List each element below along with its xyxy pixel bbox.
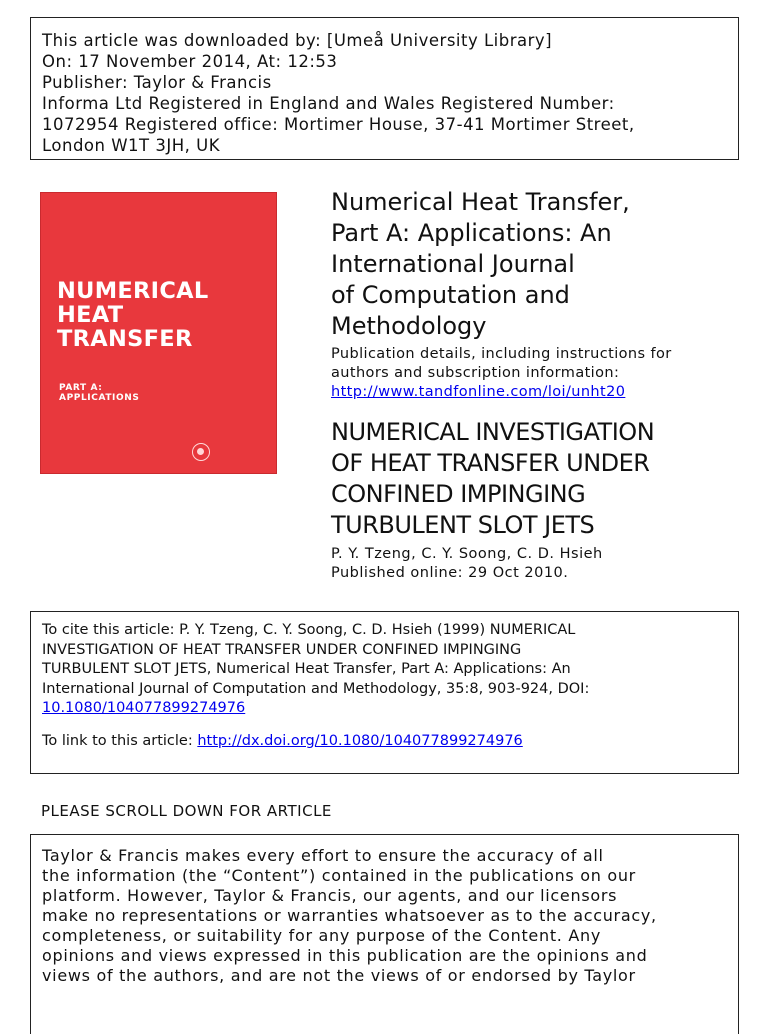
article-title-line: CONFINED IMPINGING	[331, 480, 586, 508]
citation-line: To cite this article: P. Y. Tzeng, C. Y. Soong, C. D. Hsieh (1999) NUMERICAL	[42, 622, 576, 638]
disclaimer-line: views of the authors, and are not the views of or endorsed by Taylor	[42, 966, 636, 985]
journal-title-line: Methodology	[331, 312, 487, 340]
publication-details-line: Publication details, including instructions for	[331, 346, 672, 362]
download-notice-line: London W1T 3JH, UK	[42, 136, 221, 155]
article-title-line: TURBULENT SLOT JETS	[331, 511, 595, 539]
journal-title-line: of Computation and	[331, 281, 570, 309]
download-notice-line: Informa Ltd Registered in England and Wales Registered Number:	[42, 94, 615, 113]
journal-title-line: Numerical Heat Transfer,	[331, 188, 630, 216]
citation-line: INVESTIGATION OF HEAT TRANSFER UNDER CONFINED IMPINGING	[42, 641, 522, 658]
disclaimer-line: completeness, or suitability for any purpose of the Content. Any	[42, 926, 602, 945]
cover-part-line: APPLICATIONS	[59, 393, 140, 403]
published-date: Published online: 29 Oct 2010.	[331, 565, 569, 581]
download-notice-line: 1072954 Registered office: Mortimer House, 37-41 Mortimer Street,	[42, 115, 635, 134]
disclaimer-line: Taylor & Francis makes every effort to ensure the accuracy of all	[42, 846, 604, 865]
article-link-row	[42, 732, 738, 752]
cover-title	[57, 279, 272, 351]
cover-title-line: NUMERICAL	[57, 278, 209, 304]
journal-title	[331, 187, 751, 342]
article-authors: P. Y. Tzeng, C. Y. Soong, C. D. Hsieh	[331, 546, 603, 562]
cover-title-line: HEAT	[57, 302, 124, 328]
article-title-line: OF HEAT TRANSFER UNDER	[331, 449, 650, 477]
cover-title-line: TRANSFER	[57, 326, 193, 352]
citation-box	[30, 611, 739, 774]
article-title-line: NUMERICAL INVESTIGATION	[331, 418, 655, 446]
journal-cover-image	[40, 192, 277, 474]
download-notice-line: Publisher: Taylor & Francis	[42, 73, 272, 92]
article-link-label: To link to this article:	[42, 732, 198, 749]
disclaimer-line: opinions and views expressed in this publication are the opinions and	[42, 946, 648, 965]
cover-part	[59, 383, 139, 403]
scroll-notice: PLEASE SCROLL DOWN FOR ARTICLE	[41, 802, 332, 820]
publication-details	[331, 345, 672, 402]
publisher-logo-icon	[192, 443, 210, 461]
article-link[interactable]: http://dx.doi.org/10.1080/104077899274976	[197, 732, 523, 749]
disclaimer-line: platform. However, Taylor & Francis, our agents, and our licensors	[42, 886, 618, 905]
citation-line: International Journal of Computation and Methodology, 35:8, 903-924, DOI:	[42, 680, 590, 697]
download-notice-line: This article was downloaded by: [Umeå University Library]	[42, 31, 553, 50]
journal-link[interactable]: http://www.tandfonline.com/loi/unht20	[331, 384, 626, 400]
citation-line: TURBULENT SLOT JETS, Numerical Heat Transfer, Part A: Applications: An	[42, 661, 571, 677]
download-notice-box	[30, 17, 739, 160]
doi-link[interactable]: 10.1080/104077899274976	[42, 700, 246, 716]
article-byline	[331, 545, 603, 583]
journal-title-line: International Journal	[331, 250, 575, 278]
journal-title-line: Part A: Applications: An	[331, 219, 612, 247]
disclaimer-line: the information (the “Content”) contained in the publications on our	[42, 866, 636, 885]
disclaimer-line: make no representations or warranties whatsoever as to the accuracy,	[42, 906, 657, 925]
cover-part-line: PART A:	[59, 383, 103, 393]
disclaimer-box	[30, 834, 739, 1034]
download-notice-line: On: 17 November 2014, At: 12:53	[42, 52, 338, 71]
publication-details-line: authors and subscription information:	[331, 365, 620, 381]
article-title	[331, 417, 654, 541]
